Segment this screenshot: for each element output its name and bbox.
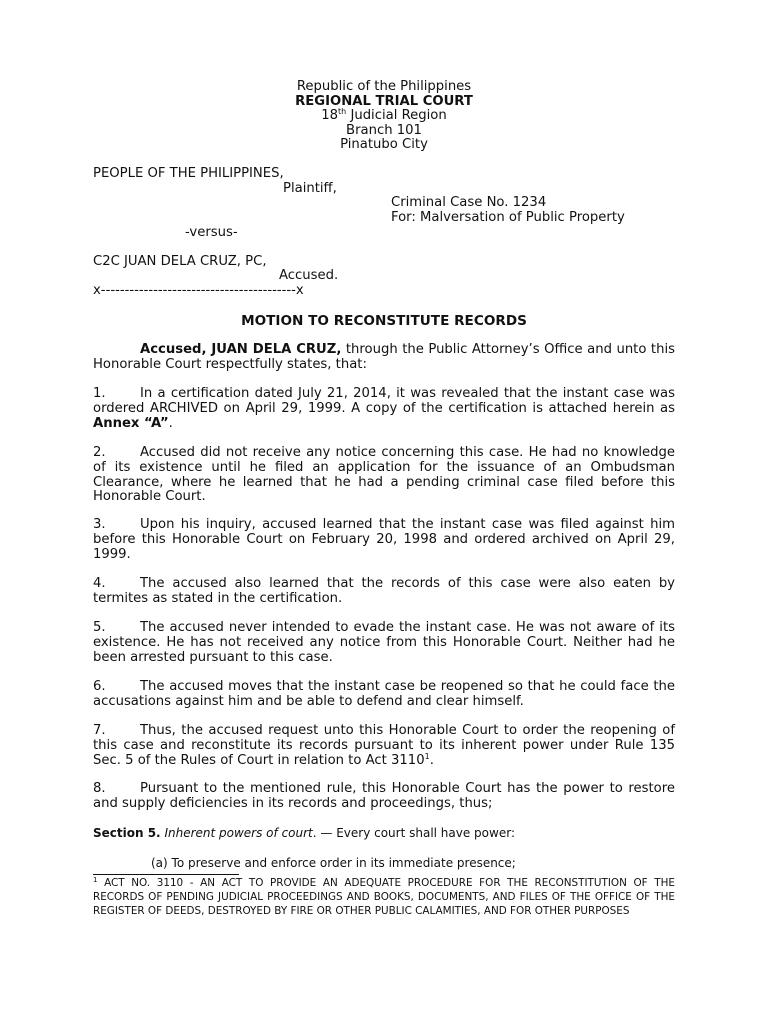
- footnote-ref: 1: [424, 751, 430, 761]
- plaintiff-role: Plaintiff,: [283, 181, 337, 196]
- paragraph-3: 3. Upon his inquiry, accused learned that the instant case was filed against him before this Honorable Court on February 20, 1998 and ordered archived on April 29, 1999.: [93, 517, 675, 562]
- paragraph-1: 1. In a certification dated July 21, 2014, it was revealed that the instant case was ordered ARCHIVED on April 29, 1999. A copy of the certification is attached herein as Annex “A”.: [93, 386, 675, 431]
- paragraph-4: 4. The accused also learned that the records of this case were also eaten by termites as stated in the certification.: [93, 576, 675, 606]
- case-for: For: Malversation of Public Property: [391, 210, 625, 225]
- case-number: Criminal Case No. 1234: [391, 195, 547, 210]
- section-item-a: (a) To preserve and enforce order in its immediate presence;: [151, 856, 516, 870]
- header-city: Pinatubo City: [340, 137, 428, 152]
- accused-name: C2C JUAN DELA CRUZ, PC,: [93, 254, 267, 269]
- intro-paragraph: Accused, JUAN DELA CRUZ, through the Public Attorney’s Office and unto this Honorable Court respectfully states, that:: [93, 342, 675, 372]
- paragraph-8: 8. Pursuant to the mentioned rule, this Honorable Court has the power to restore and supply deficiencies in its records and proceedings, thus;: [93, 781, 675, 811]
- caption-separator: x-----------------------------------------x: [93, 283, 304, 298]
- footnote-rule: [93, 874, 239, 875]
- header-region: 18th Judicial Region: [321, 107, 447, 123]
- paragraph-6: 6. The accused moves that the instant case be reopened so that he could face the accusations against him and be able to defend and clear himself.: [93, 679, 675, 709]
- paragraph-2: 2. Accused did not receive any notice concerning this case. He had no knowledge of its existence until he filed an application for the issuance of an Ombudsman Clearance, where he learned that he had a pending criminal case filed before this Honorable Court.: [93, 445, 675, 505]
- section-heading: Section 5. Inherent powers of court. — Every court shall have power:: [93, 826, 515, 840]
- header-court: REGIONAL TRIAL COURT: [295, 94, 473, 109]
- plaintiff-name: PEOPLE OF THE PHILIPPINES,: [93, 166, 284, 181]
- paragraph-7: 7. Thus, the accused request unto this Honorable Court to order the reopening of this case and reconstitute its records pursuant to its inherent power under Rule 135 Sec. 5 of the Rules of Court in relation to Act 3110$^1$.: [93, 723, 675, 768]
- footnote: $^1$ ACT NO. 3110 - AN ACT TO PROVIDE AN ADEQUATE PROCEDURE FOR THE RECONSTITUTION OF THE RECORDS OF PENDING JUDICIAL PROCEEDINGS AND BOOKS, DOCUMENTS, AND FILES OF THE OFFICE OF THE REGISTER OF DEEDS, DESTROYED BY FIRE OR OTHER PUBLIC CALAMITIES, AND FOR OTHER PURPOSES: [93, 876, 675, 917]
- paragraph-5: 5. The accused never intended to evade the instant case. He was not aware of its existence. He has not received any notice from this Honorable Court. Neither had he been arrested pursuant to this case.: [93, 620, 675, 665]
- versus: -versus-: [185, 225, 238, 240]
- accused-role: Accused.: [279, 268, 339, 283]
- document-title: MOTION TO RECONSTITUTE RECORDS: [241, 313, 527, 329]
- header-republic: Republic of the Philippines: [296, 79, 472, 94]
- header-branch: Branch 101: [346, 123, 422, 138]
